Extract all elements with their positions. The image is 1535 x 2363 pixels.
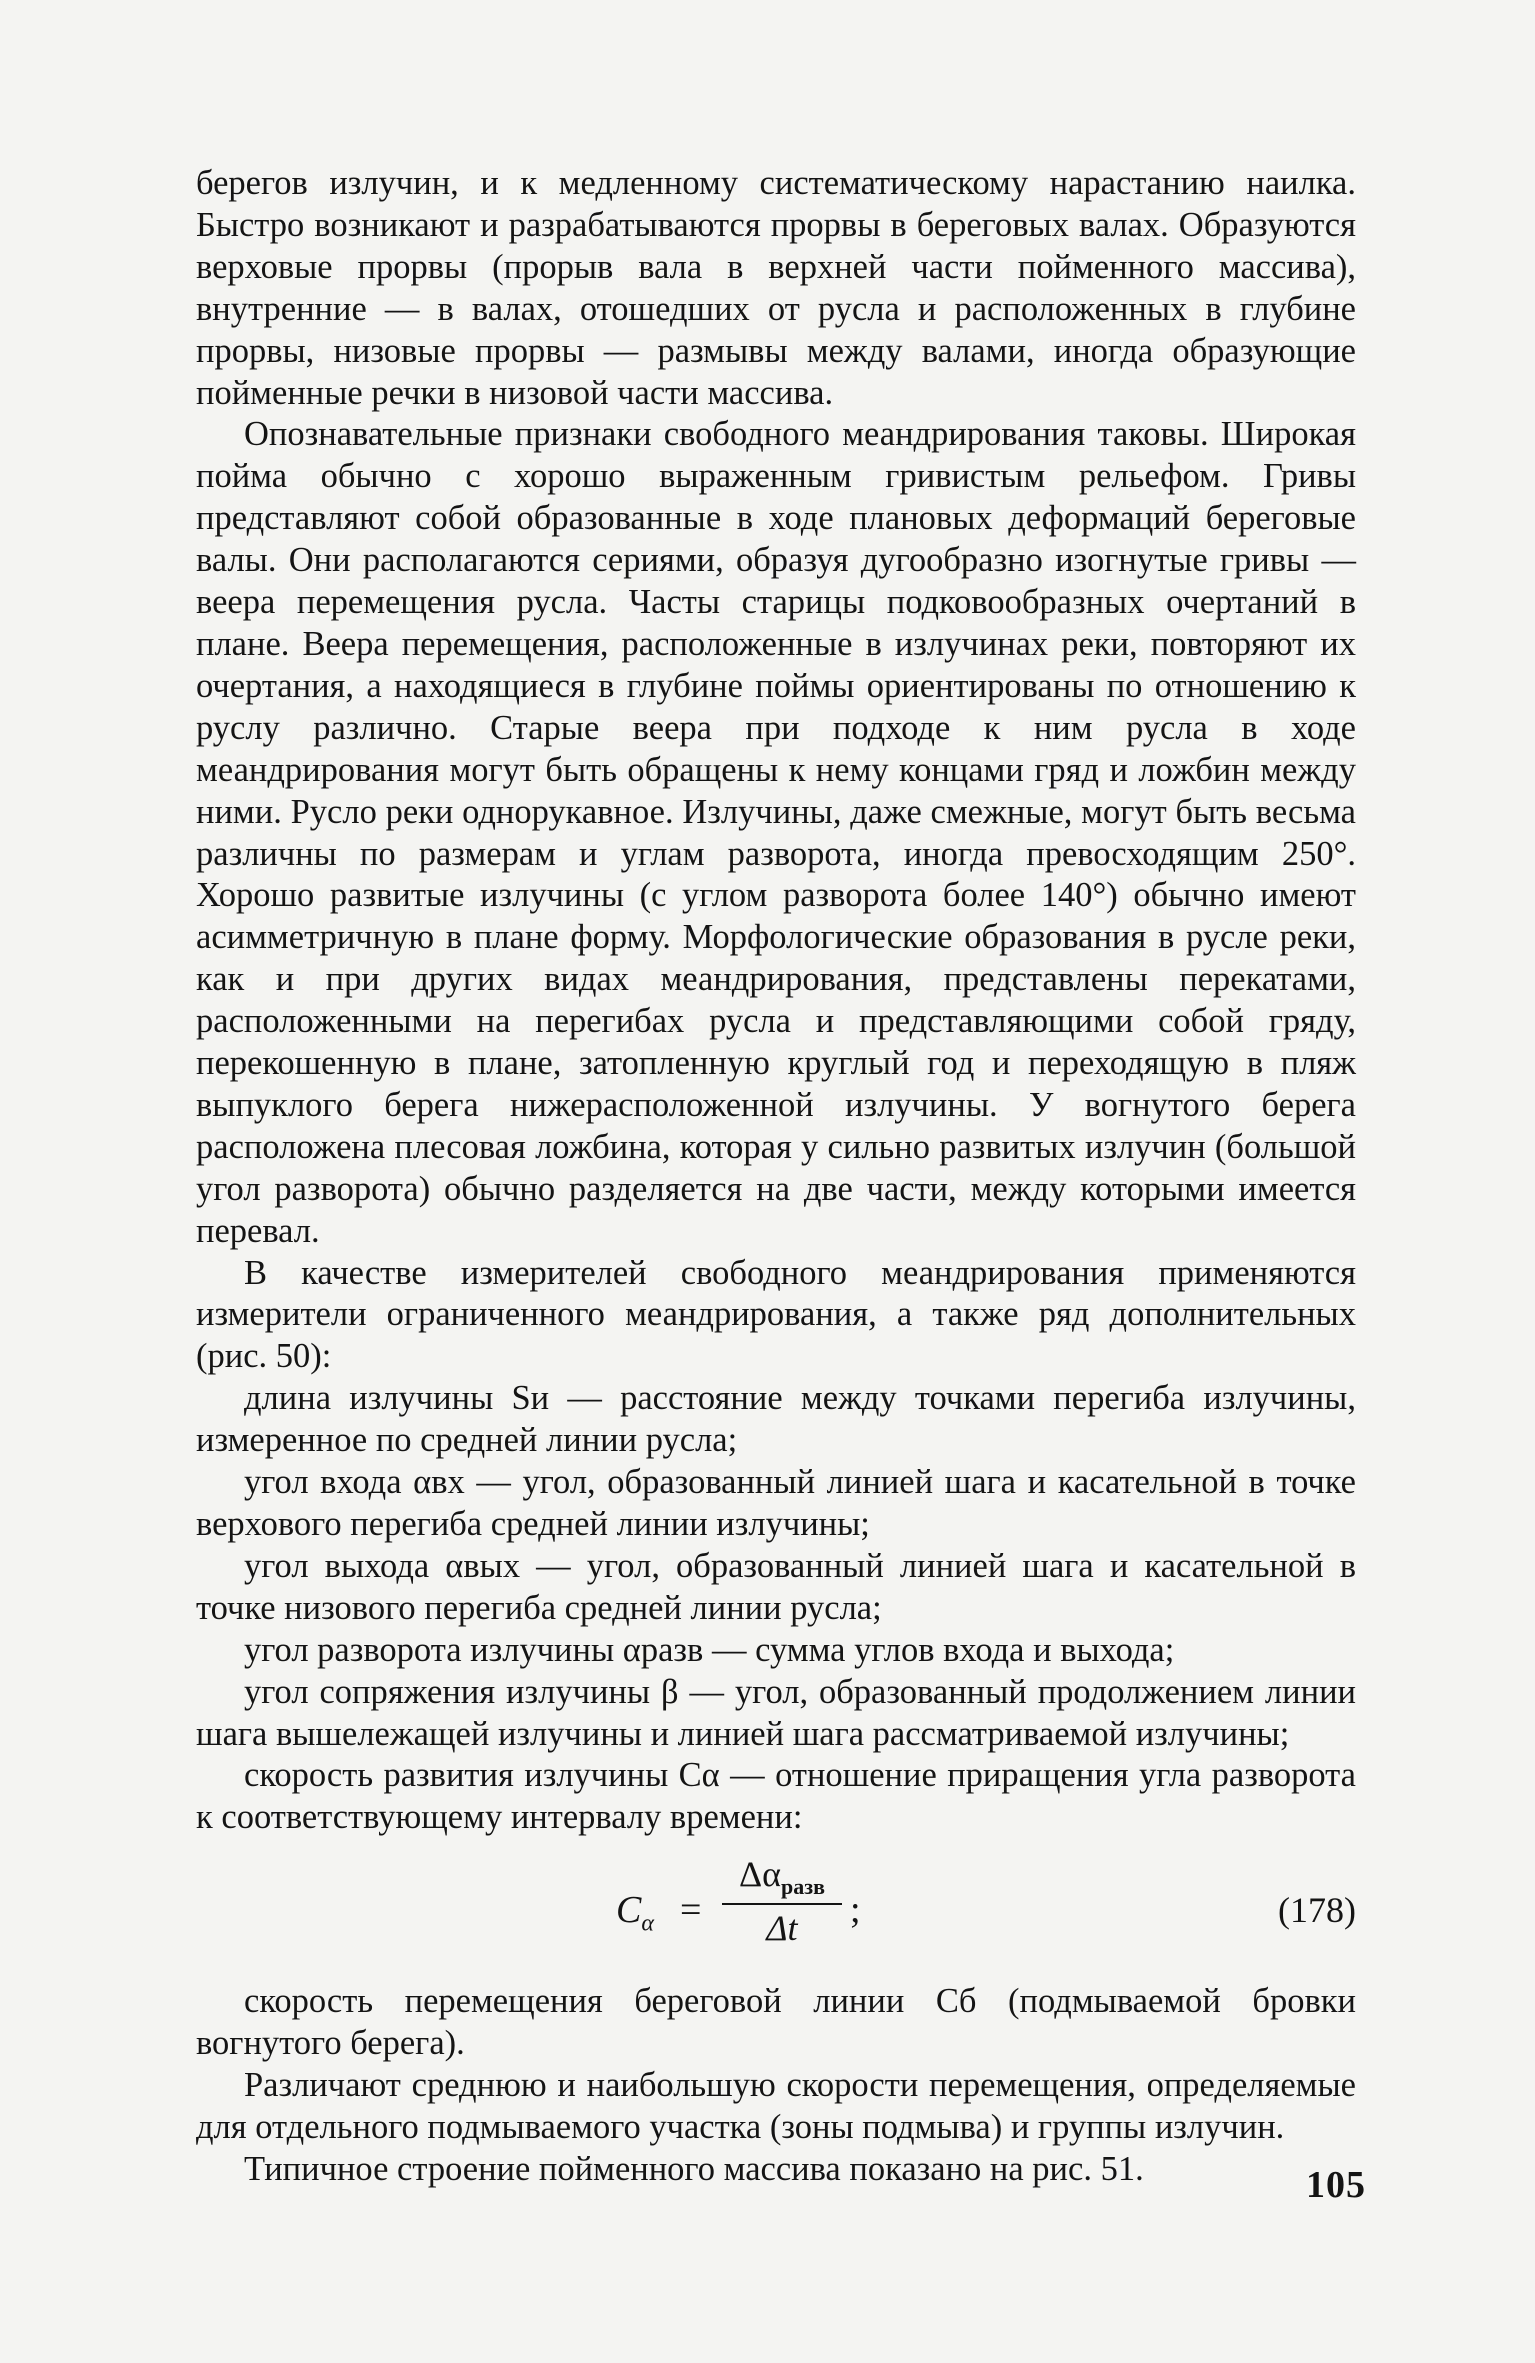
paragraph-figure-reference: Типичное строение пойменного массива показано на рис. 51. [244, 2149, 1144, 2188]
definition-exit-angle: угол выхода αвых — угол, образованный линией шага и касательной в точке низового перегиба средней линии русла; [196, 1546, 1356, 1627]
equation-denominator: Δt [766, 1908, 798, 1949]
equation-semicolon: ; [850, 1889, 861, 1932]
equation-equals: = [680, 1889, 702, 1932]
paragraph-continuation: берегов излучин, и к медленному систематическому нарастанию наилка. Быстро возникают и разрабатываются прорвы в береговых валах. Образуются верховые прорвы (прорыв вала в верхней части пойменного массива), внутренние — в валах, отошедших от русла и расположенных в глубине прорвы, низовые прорвы — размывы между валами, иногда образующие пойменные речки в низовой части массива. [196, 164, 1356, 412]
equation-178 [196, 1853, 1356, 1971]
definition-entry-angle: угол входа αвх — угол, образованный линией шага и касательной в точке верхового перегиба средней линии излучины; [196, 1463, 1356, 1543]
definition-bend-length: длина излучины Sи — расстояние между точками перегиба излучины, измеренное по средней линии русла; [196, 1379, 1356, 1460]
definition-bank-line-rate: скорость перемещения береговой линии Cб (подмываемой бровки вогнутого берега). [196, 1982, 1356, 2063]
paragraph-identification-signs: Опознавательные признаки свободного меандрирования таковы. Широкая пойма обычно с хорошо выраженным гривистым рельефом. Гривы представляют собой образованные в ходе плановых деформаций береговые валы. Они располагаются сериями, образуя дугообразно изогнутые гривы — веера перемещения русла. Часты старицы подковообразных очертаний в плане. Веера перемещения, расположенные в излучинах реки, повторяют их очертания, а находящиеся в глубине поймы ориентированы по отношению к руслу различно. Старые веера при подходе к ним русла в ходе меандрирования могут быть обращены к нему концами гряд и ложбин между ними. Русло реки однорукавное. Излучины, даже смежные, могут быть весьма различны по размерам и углам разворота, иногда превосходящим 250°. Хорошо развитые излучины (с углом разворота более 140°) обычно имеют асимметричную в плане форму. Морфологические образования в русле реки, как и при других видах меандрирования, представлены перекатами, расположенными на перегибах русла и представляющими собой гряду, перекошенную в плане, затопленную круглый год и переходящую в пляж выпуклого берега нижерасположенной излучины. У вогнутого берега расположена плесовая ложбина, которая у сильно развитых излучин (большой угол разворота) обычно разделяется на две части, между которыми имеется перевал. [196, 415, 1356, 1250]
text-column [196, 163, 1356, 2191]
definition-development-rate: скорость развития излучины Cα — отношение приращения угла разворота к соответствующему интервалу времени: [196, 1756, 1356, 1837]
definition-conjugation-angle: угол сопряжения излучины β — угол, образованный продолжением линии шага вышележащей излучины и линией шага рассматриваемой излучины; [196, 1672, 1356, 1753]
equation-numerator: $\Delta\alpha_{разв}$ [739, 1854, 825, 1900]
equation-fraction [718, 1853, 846, 1951]
equation-number: (178) [1278, 1890, 1356, 1931]
definition-turn-angle: угол разворота излучины αразв — сумма углов входа и выхода; [244, 1630, 1175, 1669]
paragraph-mean-max-rates: Различают среднюю и наибольшую скорости перемещения, определяемые для отдельного подмываемого участка (зоны подмыва) и группы излучин. [196, 2066, 1356, 2146]
paragraph-measures-intro: В качестве измерителей свободного меандрирования применяются измерители ограниченного меандрирования, а также ряд дополнительных (рис. 50): [196, 1253, 1356, 1376]
page-number: 105 [1306, 2164, 1366, 2206]
equation-lhs: $C_\alpha$ [616, 1889, 654, 1937]
